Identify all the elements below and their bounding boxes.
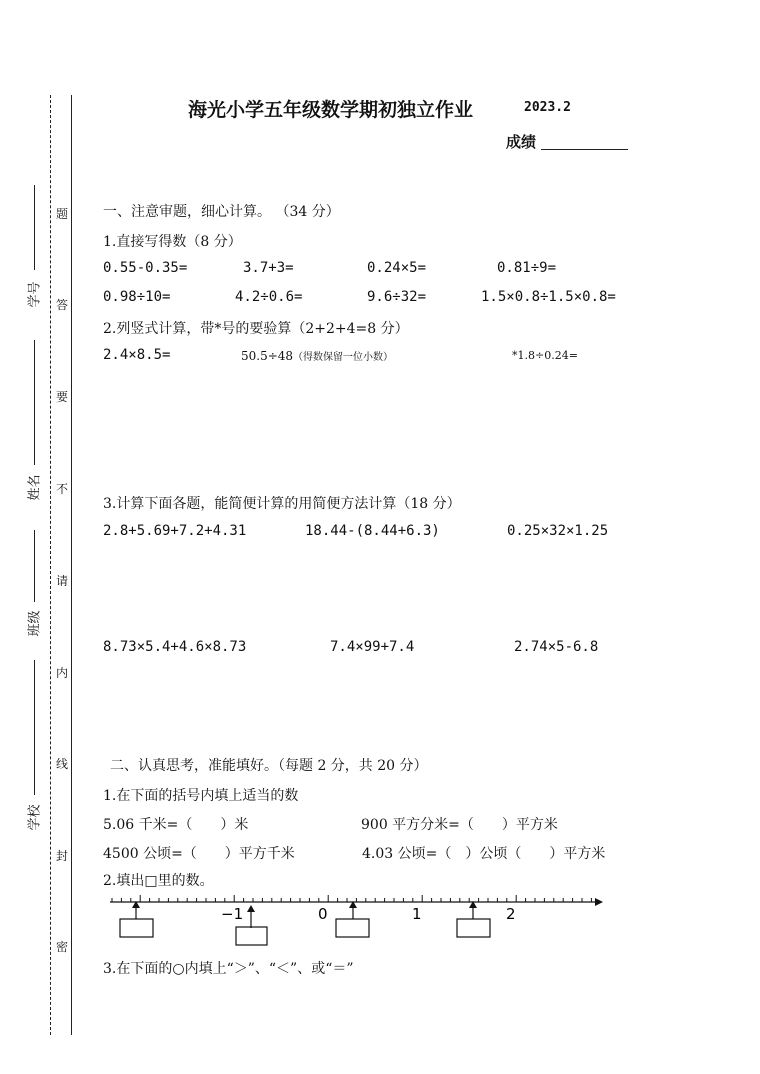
seal-char: 不 bbox=[56, 482, 69, 496]
name-blank[interactable] bbox=[34, 340, 35, 465]
student-id-label: 学号 bbox=[27, 281, 43, 308]
seal-char: 密 bbox=[56, 940, 69, 954]
s2-q1-item: 4.03 公顷=（ ）公顷（ ）平方米 bbox=[362, 846, 606, 862]
s2-q1-item: 4500 公顷=（ ）平方千米 bbox=[103, 846, 295, 862]
seal-char: 内 bbox=[56, 666, 69, 680]
class-blank[interactable] bbox=[34, 530, 35, 602]
q3-item: 8.73×5.4+4.6×8.73 bbox=[103, 639, 247, 655]
q2-item: *1.8÷0.24= bbox=[512, 349, 578, 362]
q2-item: 2.4×8.5= bbox=[103, 347, 171, 363]
q2-item-expr: 50.5÷48 bbox=[241, 349, 294, 363]
answer-box[interactable] bbox=[336, 919, 369, 937]
q1-item: 9.6÷32= bbox=[367, 289, 427, 305]
q1-item: 0.24×5= bbox=[367, 260, 427, 276]
q3-item: 2.74×5-6.8 bbox=[514, 639, 599, 655]
q2-item bbox=[241, 348, 393, 363]
tick-label: 0 bbox=[318, 905, 328, 923]
q3-item: 0.25×32×1.25 bbox=[507, 523, 609, 539]
q2-item-note: （得数保留一位小数） bbox=[293, 352, 394, 363]
q3-item: 2.8+5.69+7.2+4.31 bbox=[103, 523, 247, 539]
seal-char: 要 bbox=[56, 390, 69, 404]
tick-marks bbox=[112, 895, 591, 902]
tick-label: 2 bbox=[506, 905, 516, 923]
q1-title: 1.直接写得数（8 分） bbox=[103, 234, 242, 250]
s2-q1-title: 1.在下面的括号内填上适当的数 bbox=[103, 788, 299, 804]
seal-char: 答 bbox=[56, 298, 69, 312]
section2-heading: 二、认真思考，准能填好。（每题 2 分，共 20 分） bbox=[110, 758, 428, 774]
q1-item: 3.7+3= bbox=[243, 260, 294, 276]
s2-q1-item: 900 平方分米=（ ）平方米 bbox=[361, 817, 558, 833]
answer-box[interactable] bbox=[457, 919, 490, 937]
q1-item: 0.98÷10= bbox=[103, 289, 171, 305]
q3-item: 18.44-(8.44+6.3) bbox=[305, 523, 440, 539]
student-id-blank[interactable] bbox=[34, 185, 35, 270]
q1-item: 1.5×0.8÷1.5×0.8= bbox=[481, 289, 616, 305]
q1-item: 0.55-0.35= bbox=[103, 260, 188, 276]
seal-char: 封 bbox=[56, 849, 69, 863]
s2-q2-title: 2.填出□里的数。 bbox=[103, 873, 214, 889]
seal-char: 题 bbox=[56, 207, 69, 221]
score-label: 成绩 bbox=[506, 133, 537, 151]
tick-label: 1 bbox=[412, 905, 422, 923]
arrow-up-icon bbox=[247, 905, 255, 912]
arrow-head-icon bbox=[595, 898, 603, 906]
tick-label: −1 bbox=[221, 905, 244, 923]
exam-date: 2023.2 bbox=[524, 100, 571, 115]
seal-char: 线 bbox=[56, 757, 69, 771]
q2-title: 2.列竖式计算，带*号的要验算（2+2+4=8 分） bbox=[103, 321, 409, 337]
s2-q1-item: 5.06 千米=（ ）米 bbox=[103, 817, 249, 833]
score-blank[interactable] bbox=[541, 149, 628, 150]
name-label: 姓名 bbox=[27, 474, 43, 501]
q3-title: 3.计算下面各题，能简便计算的用简便方法计算（18 分） bbox=[103, 496, 461, 512]
binding-solid-line bbox=[71, 95, 72, 1035]
q1-item: 0.81÷9= bbox=[497, 260, 557, 276]
school-label: 学校 bbox=[27, 804, 43, 831]
seal-char: 请 bbox=[56, 574, 69, 588]
q3-item: 7.4×99+7.4 bbox=[330, 639, 415, 655]
number-line bbox=[100, 893, 610, 953]
page-title: 海光小学五年级数学期初独立作业 bbox=[188, 99, 474, 121]
school-blank[interactable] bbox=[34, 660, 35, 795]
class-label: 班级 bbox=[27, 610, 43, 637]
q1-item: 4.2÷0.6= bbox=[235, 289, 303, 305]
s2-q3-title: 3.在下面的○内填上“＞”、“＜”、或“＝” bbox=[103, 961, 354, 977]
section1-heading: 一、注意审题，细心计算。 （34 分） bbox=[103, 204, 340, 220]
answer-box[interactable] bbox=[120, 919, 153, 937]
answer-box[interactable] bbox=[236, 927, 267, 945]
binding-dotted-line bbox=[50, 95, 51, 1035]
